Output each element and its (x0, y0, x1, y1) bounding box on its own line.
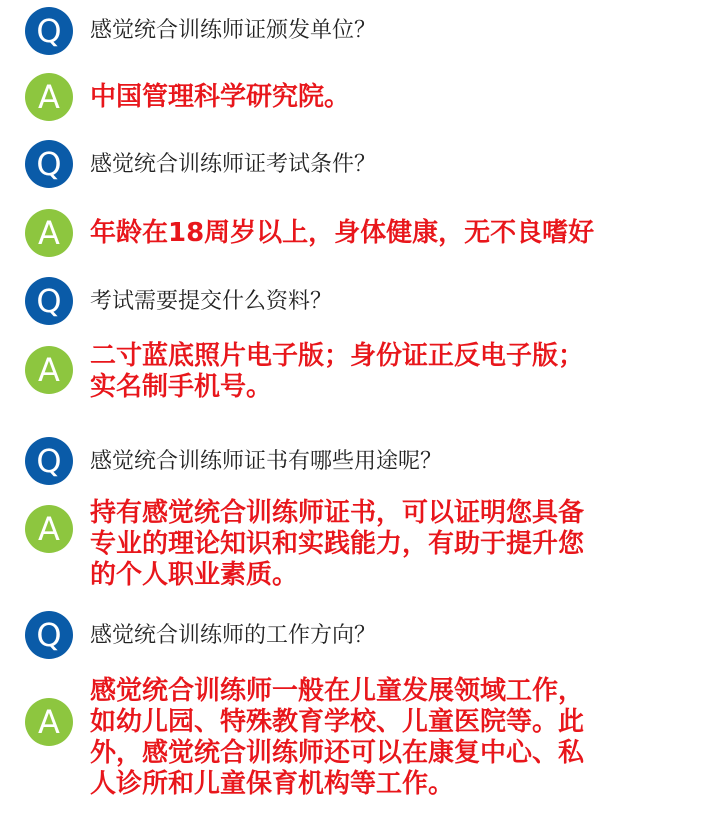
question-badge: Q (25, 277, 73, 325)
question-badge: Q (25, 611, 73, 659)
answer-badge: A (25, 209, 73, 257)
answer-text (90, 498, 700, 591)
question-text: 感觉统合训练师的工作方向？ (90, 623, 377, 648)
answer-line: 如幼儿园、特殊教育学校、儿童医院等。此 (90, 707, 585, 737)
answer-line: 外，感觉统合训练师还可以在康复中心、私 (90, 738, 585, 768)
question-text: 感觉统合训练师证颁发单位？ (90, 18, 377, 43)
answer-text (90, 218, 700, 249)
question-badge: Q (25, 140, 73, 188)
answer-line: 的个人职业素质。 (90, 560, 299, 590)
answer-line: 实名制手机号。 (90, 372, 273, 402)
answer-line: 中国管理科学研究院。 (90, 82, 351, 112)
answer-badge: A (25, 73, 73, 121)
answer-badge: A (25, 505, 73, 553)
answer-line: 专业的理论知识和实践能力，有助于提升您 (90, 529, 585, 559)
question-text: 感觉统合训练师证书有哪些用途呢？ (90, 449, 443, 474)
answer-badge: A (25, 346, 73, 394)
question-badge: Q (25, 437, 73, 485)
question-text: 考试需要提交什么资料？ (90, 289, 333, 314)
answer-line: 感觉统合训练师一般在儿童发展领域工作， (90, 676, 585, 706)
answer-text (90, 341, 700, 403)
answer-text (90, 676, 700, 800)
answer-text (90, 82, 700, 113)
answer-line: 持有感觉统合训练师证书，可以证明您具备 (90, 498, 585, 528)
answer-badge: A (25, 698, 73, 746)
answer-line: 人诊所和儿童保育机构等工作。 (90, 769, 455, 799)
question-badge: Q (25, 7, 73, 55)
question-text: 感觉统合训练师证考试条件？ (90, 152, 377, 177)
answer-line: 二寸蓝底照片电子版；身份证正反电子版； (90, 341, 585, 371)
answer-line: 年龄在18周岁以上，身体健康，无不良嗜好 (90, 218, 595, 248)
